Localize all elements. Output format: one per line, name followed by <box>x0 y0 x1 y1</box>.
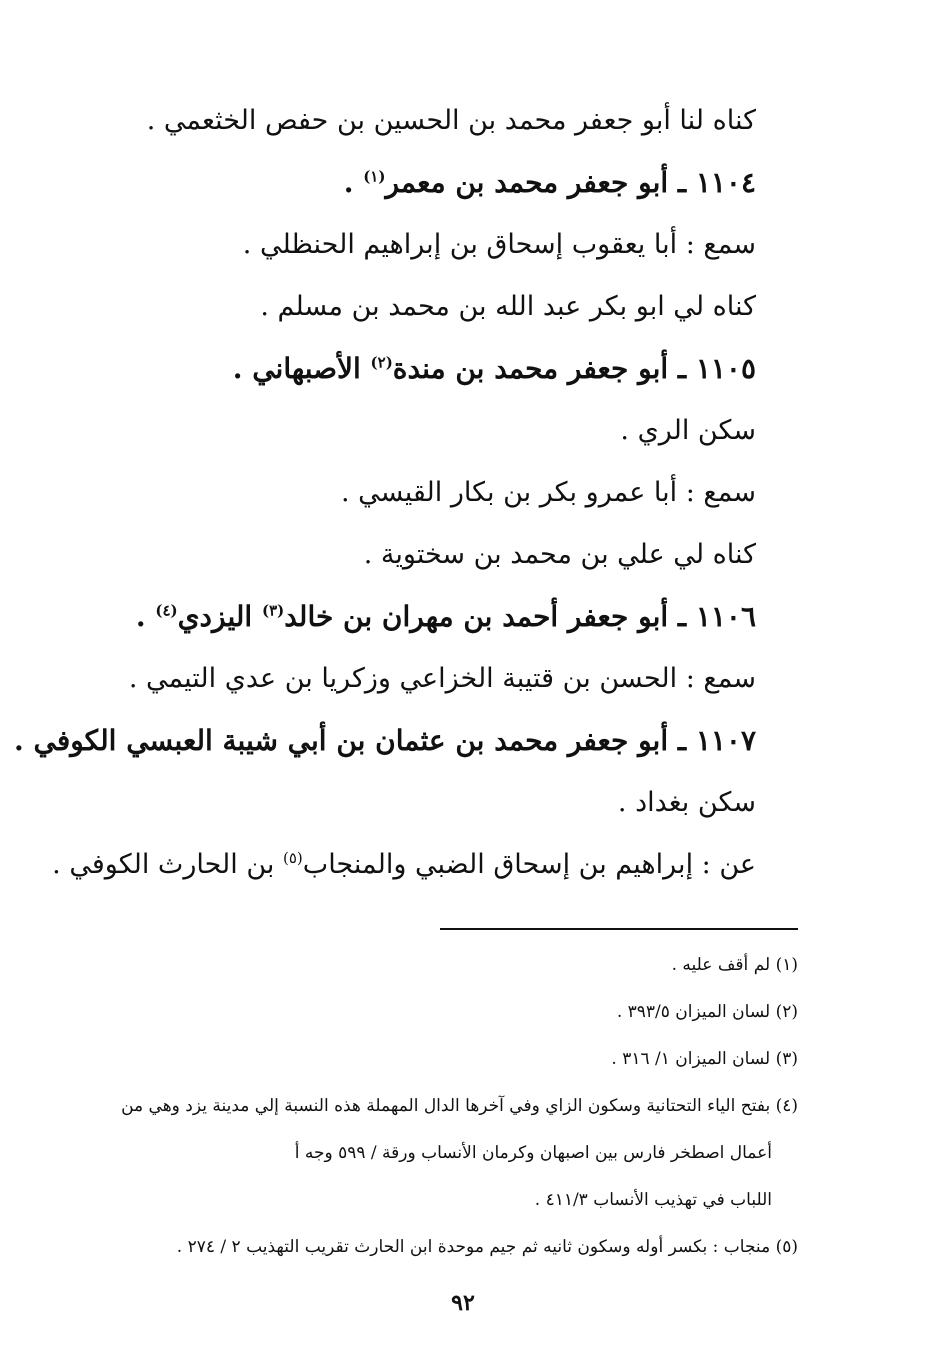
text-line <box>116 529 756 591</box>
text-line <box>116 95 756 157</box>
text-segment: سكن بغداد . <box>617 787 756 818</box>
entry-heading <box>116 591 756 653</box>
text-line <box>116 653 756 715</box>
entry-heading <box>116 157 756 219</box>
text-segment: ١١٠٥ ـ أبو جعفر محمد بن مندة <box>392 352 756 385</box>
text-segment: كناه لي ابو بكر عبد الله بن محمد بن مسلم . <box>260 291 756 322</box>
text-line <box>116 467 756 529</box>
text-segment: . <box>135 600 156 633</box>
text-segment: سكن الري . <box>620 415 756 446</box>
text-line <box>116 405 756 467</box>
footnote: (٤) بفتح الياء التحتانية وسكون الزاي وفي آخرها الدال المهملة هذه النسبة إلي مدينة يزد وهي من <box>121 1096 798 1116</box>
text-segment: كناه لي علي بن محمد بن سختوية . <box>363 539 756 570</box>
text-segment: عن : إبراهيم بن إسحاق الضبي والمنجاب <box>302 849 756 880</box>
text-segment: كناه لنا أبو جعفر محمد بن الحسين بن حفص الخثعمي . <box>146 105 756 136</box>
text-line <box>116 281 756 343</box>
text-segment: سمع : أبا يعقوب إسحاق بن إبراهيم الحنظلي . <box>242 229 756 260</box>
text-segment: بن الحارث الكوفي . <box>52 849 283 880</box>
footnote: (٥) منجاب : بكسر أوله وسكون ثانيه ثم جيم موحدة ابن الحارث تقريب التهذيب ٢ / ٢٧٤ . <box>176 1237 798 1257</box>
entry-heading <box>116 343 756 405</box>
text-segment: ١١٠٧ ـ أبو جعفر محمد بن عثمان بن أبي شيبة العبسي الكوفي . <box>14 724 756 757</box>
footnote-continuation: أعمال اصطخر فارس بين اصبهان وكرمان الأنساب ورقة / ٥٩٩ وجه أ <box>294 1143 772 1163</box>
footnote-marker: (٥) <box>283 849 303 867</box>
entry-heading <box>14 715 756 777</box>
footnote: (٢) لسان الميزان ٣٩٣/٥ . <box>616 1002 798 1022</box>
text-segment: سمع : الحسن بن قتيبة الخزاعي وزكريا بن عدي التيمي . <box>128 663 756 694</box>
text-line <box>52 839 756 901</box>
main-text <box>14 95 756 901</box>
footnote-continuation: اللباب في تهذيب الأنساب ٤١١/٣ . <box>534 1190 772 1210</box>
footnote-marker: (٤) <box>155 601 178 620</box>
text-segment: سمع : أبا عمرو بكر بن بكار القيسي . <box>340 477 756 508</box>
footnote: (١) لم أقف عليه . <box>671 955 798 975</box>
text-segment: ١١٠٦ ـ أبو جعفر أحمد بن مهران بن خالد <box>284 600 756 633</box>
page-number: ٩٢ <box>451 1290 475 1316</box>
footnote-marker: (١) <box>363 167 386 186</box>
footnote-marker: (٢) <box>370 353 393 372</box>
footnote-separator <box>440 928 798 930</box>
text-segment: الأصبهاني . <box>232 352 371 385</box>
text-segment: اليزدي <box>177 600 262 633</box>
text-line <box>116 219 756 281</box>
footnote-marker: (٣) <box>261 601 285 620</box>
footnote: (٣) لسان الميزان ١/ ٣١٦ . <box>611 1049 798 1069</box>
text-segment: ١١٠٤ ـ أبو جعفر محمد بن معمر <box>385 166 756 199</box>
text-segment: . <box>343 166 364 199</box>
text-line <box>116 777 756 839</box>
footnotes <box>38 945 798 1274</box>
